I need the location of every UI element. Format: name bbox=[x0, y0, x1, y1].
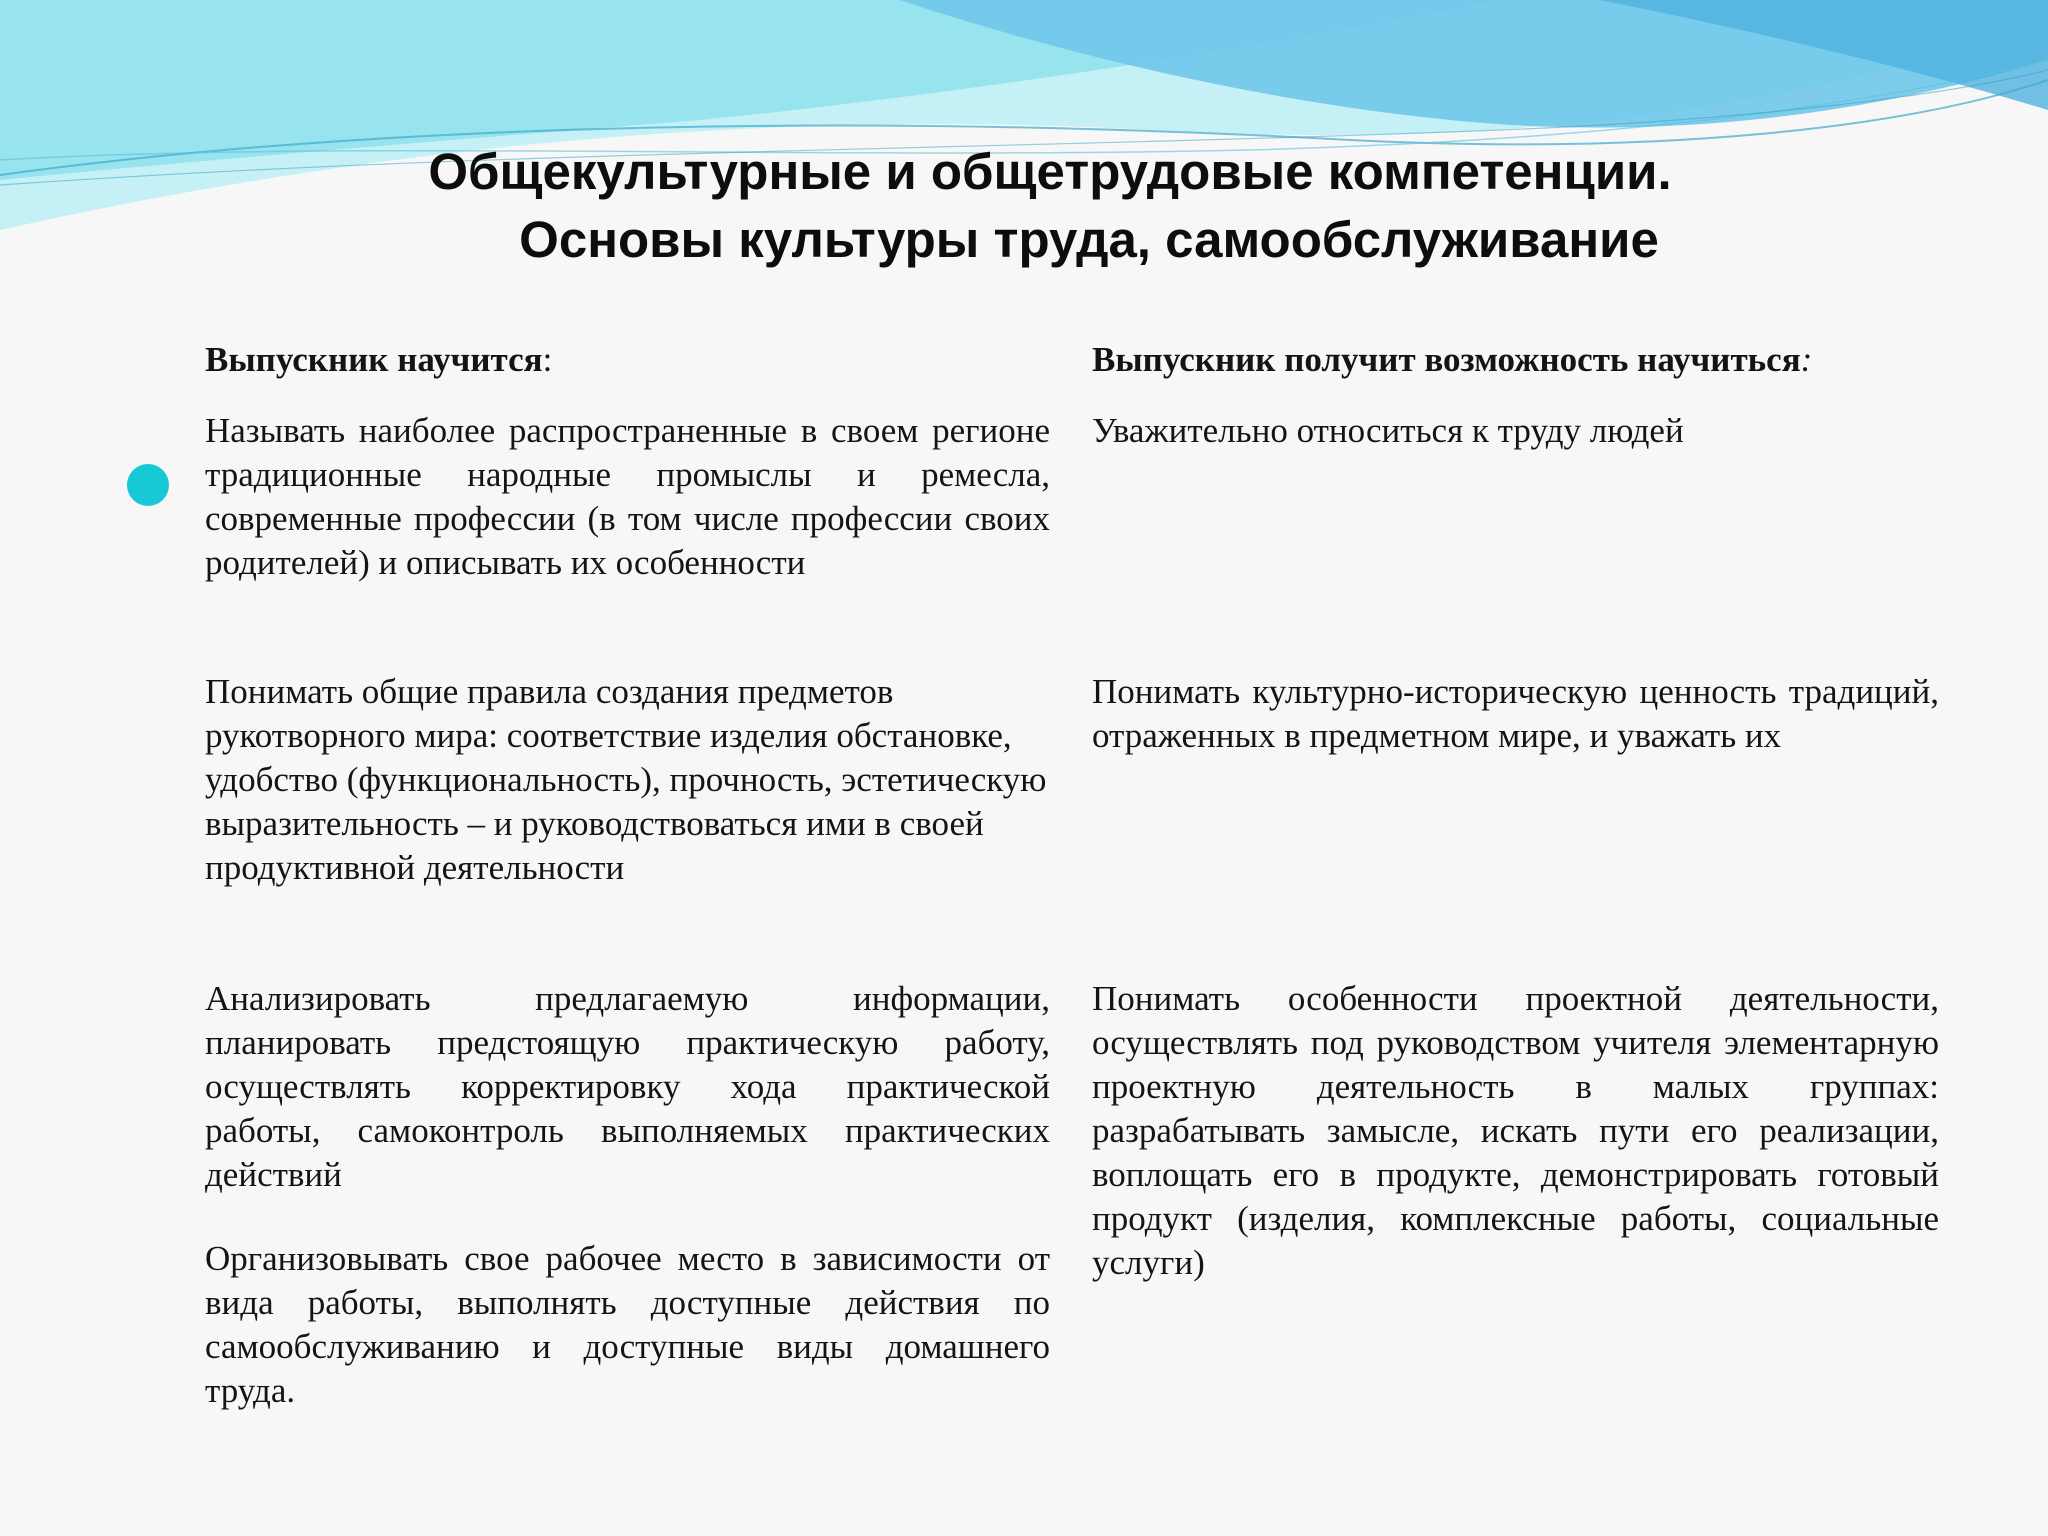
left-item-2: Понимать общие правила создания предметов рукотворного мира: соответствие изделия обстановке, удобство (функциональность), прочность, эстетическую выразительность – и руководствоваться ими в своей продуктивной деятельности bbox=[205, 672, 1047, 887]
left-item-3: Анализировать предлагаемую информации, планировать предстоящую практическую работу, осуществлять корректировку хода практической работы, самоконтроль выполняемых практических действий bbox=[205, 979, 1050, 1194]
left-header-suffix: : bbox=[542, 340, 553, 379]
right-column-header bbox=[1092, 338, 1812, 382]
title-line-2: Основы культуры труда, самообслуживание bbox=[519, 211, 1659, 268]
right-item-1: Уважительно относиться к труду людей bbox=[1092, 411, 1684, 450]
right-item-2: Понимать культурно-историческую ценность традиций, отраженных в предметном мире, и уважать их bbox=[1092, 672, 1939, 755]
title-line-1: Общекультурные и общетрудовые компетенции. bbox=[428, 143, 1672, 200]
bullet-dot-icon bbox=[127, 464, 169, 506]
left-item-4: Организовывать свое рабочее место в зависимости от вида работы, выполнять доступные действия по самообслуживанию и доступные виды домашнего труда. bbox=[205, 1239, 1050, 1410]
left-header-text: Выпускник научится bbox=[205, 340, 543, 379]
right-header-suffix: : bbox=[1800, 340, 1813, 379]
right-item-3: Понимать особенности проектной деятельности, осуществлять под руководством учителя элементарную проектную деятельность в малых группах: разрабатывать замысле, искать пути его реализации, воплощать его в продукте, демонстрировать готовый продукт (изделия, комплексные работы, социальные услуги) bbox=[1092, 979, 1939, 1282]
left-item-1: Называть наиболее распространенные в своем регионе традиционные народные промыслы и ремесла, современные профессии (в том числе профессии своих родителей) и описывать их особенности bbox=[205, 411, 1050, 582]
page-title bbox=[250, 138, 1850, 274]
left-column-header bbox=[205, 338, 552, 382]
right-header-text: Выпускник получит возможность научиться bbox=[1092, 340, 1801, 379]
